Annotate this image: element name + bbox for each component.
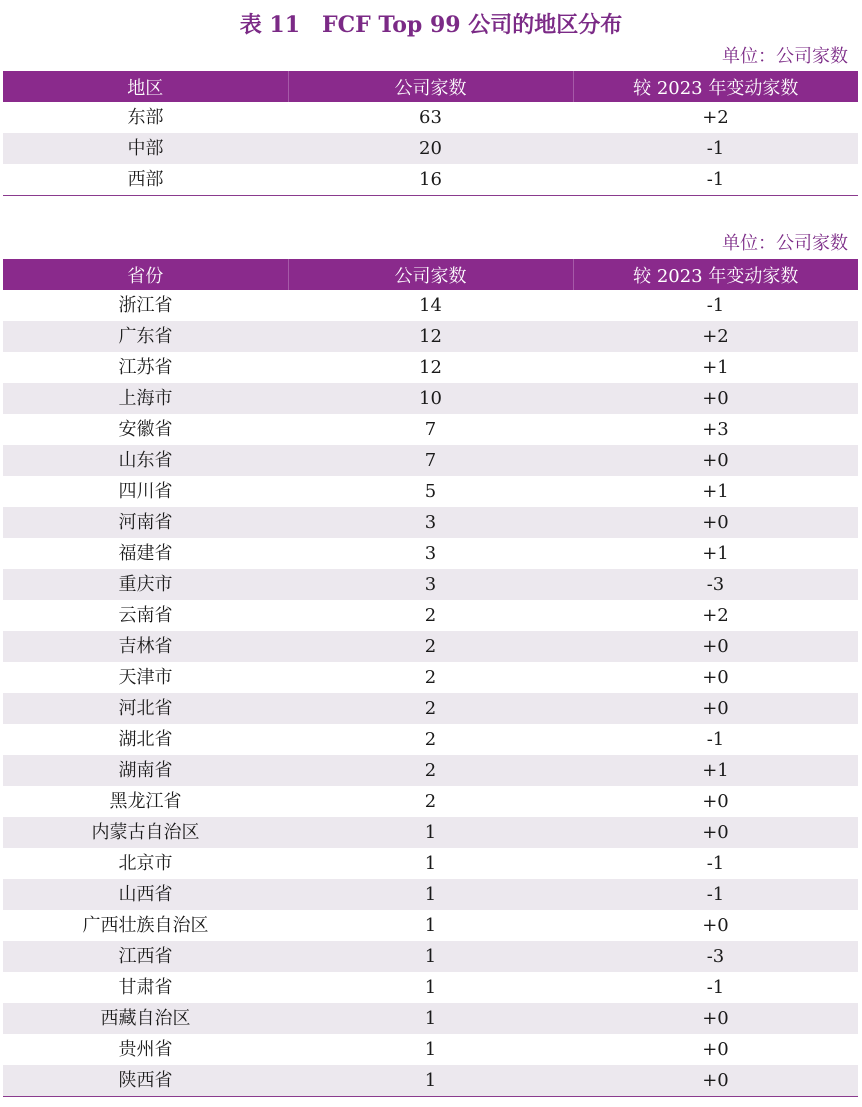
cell-name: 广西壮族自治区 — [3, 910, 288, 941]
header-region: 地区 — [3, 71, 288, 102]
table-row — [3, 538, 858, 569]
cell-change: +1 — [573, 755, 858, 786]
table-row — [3, 164, 858, 196]
table-row — [3, 133, 858, 164]
table-row — [3, 1034, 858, 1065]
table-row — [3, 569, 858, 600]
cell-company-count: 2 — [288, 755, 573, 786]
cell-name: 中部 — [3, 133, 288, 164]
cell-change: +1 — [573, 476, 858, 507]
cell-company-count: 1 — [288, 817, 573, 848]
cell-change: -1 — [573, 133, 858, 164]
cell-name: 山东省 — [3, 445, 288, 476]
header-province: 省份 — [3, 259, 288, 290]
table-row — [3, 817, 858, 848]
table-row — [3, 848, 858, 879]
table-header-row — [3, 71, 858, 102]
cell-name: 广东省 — [3, 321, 288, 352]
cell-change: +0 — [573, 662, 858, 693]
cell-company-count: 1 — [288, 1003, 573, 1034]
cell-name: 江苏省 — [3, 352, 288, 383]
cell-change: +0 — [573, 910, 858, 941]
province-distribution-table — [3, 259, 858, 1097]
cell-company-count: 1 — [288, 910, 573, 941]
unit-label-region: 单位：公司家数 — [722, 46, 848, 67]
table-row — [3, 290, 858, 321]
cell-company-count: 1 — [288, 972, 573, 1003]
cell-change: +0 — [573, 507, 858, 538]
cell-name: 湖南省 — [3, 755, 288, 786]
cell-company-count: 2 — [288, 600, 573, 631]
table-row — [3, 102, 858, 133]
cell-company-count: 3 — [288, 569, 573, 600]
cell-company-count: 1 — [288, 848, 573, 879]
cell-name: 北京市 — [3, 848, 288, 879]
table-row — [3, 910, 858, 941]
cell-change: +0 — [573, 631, 858, 662]
table-row — [3, 600, 858, 631]
cell-name: 吉林省 — [3, 631, 288, 662]
cell-company-count: 1 — [288, 941, 573, 972]
cell-name: 湖北省 — [3, 724, 288, 755]
cell-change: +0 — [573, 383, 858, 414]
cell-company-count: 2 — [288, 786, 573, 817]
header-company-count: 公司家数 — [288, 71, 573, 102]
cell-change: +0 — [573, 786, 858, 817]
cell-company-count: 16 — [288, 164, 573, 196]
table-row — [3, 693, 858, 724]
cell-name: 河北省 — [3, 693, 288, 724]
cell-name: 东部 — [3, 102, 288, 133]
cell-change: +2 — [573, 321, 858, 352]
cell-change: +2 — [573, 102, 858, 133]
cell-change: -1 — [573, 724, 858, 755]
cell-company-count: 2 — [288, 693, 573, 724]
cell-name: 天津市 — [3, 662, 288, 693]
header-change-vs-2023: 较 2023 年变动家数 — [573, 259, 858, 290]
cell-company-count: 10 — [288, 383, 573, 414]
cell-change: -3 — [573, 569, 858, 600]
cell-change: +1 — [573, 352, 858, 383]
cell-change: +0 — [573, 1003, 858, 1034]
cell-change: -1 — [573, 290, 858, 321]
cell-name: 上海市 — [3, 383, 288, 414]
table-row — [3, 383, 858, 414]
unit-label-province: 单位：公司家数 — [722, 233, 848, 254]
cell-name: 黑龙江省 — [3, 786, 288, 817]
cell-name: 西部 — [3, 164, 288, 196]
table-row — [3, 476, 858, 507]
cell-change: +0 — [573, 445, 858, 476]
table-row — [3, 321, 858, 352]
cell-company-count: 2 — [288, 662, 573, 693]
cell-name: 重庆市 — [3, 569, 288, 600]
cell-name: 四川省 — [3, 476, 288, 507]
table-row — [3, 941, 858, 972]
table-row — [3, 786, 858, 817]
table-row — [3, 724, 858, 755]
cell-name: 贵州省 — [3, 1034, 288, 1065]
cell-name: 福建省 — [3, 538, 288, 569]
table-row — [3, 1003, 858, 1034]
table-row — [3, 662, 858, 693]
table-row — [3, 972, 858, 1003]
cell-name: 河南省 — [3, 507, 288, 538]
table-title: 表 11 FCF Top 99 公司的地区分布 — [239, 12, 623, 38]
table-row — [3, 445, 858, 476]
cell-company-count: 5 — [288, 476, 573, 507]
cell-name: 陕西省 — [3, 1065, 288, 1097]
cell-name: 浙江省 — [3, 290, 288, 321]
cell-company-count: 1 — [288, 1034, 573, 1065]
cell-name: 安徽省 — [3, 414, 288, 445]
header-change-vs-2023: 较 2023 年变动家数 — [573, 71, 858, 102]
cell-company-count: 14 — [288, 290, 573, 321]
cell-change: +0 — [573, 693, 858, 724]
cell-name: 山西省 — [3, 879, 288, 910]
table-row — [3, 507, 858, 538]
cell-change: -3 — [573, 941, 858, 972]
cell-change: -1 — [573, 972, 858, 1003]
cell-company-count: 7 — [288, 414, 573, 445]
cell-company-count: 1 — [288, 879, 573, 910]
cell-company-count: 12 — [288, 321, 573, 352]
cell-name: 内蒙古自治区 — [3, 817, 288, 848]
cell-change: +0 — [573, 1065, 858, 1097]
cell-company-count: 3 — [288, 507, 573, 538]
cell-change: +0 — [573, 1034, 858, 1065]
cell-company-count: 3 — [288, 538, 573, 569]
cell-name: 云南省 — [3, 600, 288, 631]
cell-change: -1 — [573, 879, 858, 910]
header-company-count: 公司家数 — [288, 259, 573, 290]
cell-company-count: 12 — [288, 352, 573, 383]
cell-company-count: 2 — [288, 631, 573, 662]
table-row — [3, 1065, 858, 1097]
cell-company-count: 20 — [288, 133, 573, 164]
region-distribution-table — [3, 71, 858, 196]
table-header-row — [3, 259, 858, 290]
cell-company-count: 2 — [288, 724, 573, 755]
cell-change: +3 — [573, 414, 858, 445]
cell-change: -1 — [573, 848, 858, 879]
cell-change: +1 — [573, 538, 858, 569]
table-row — [3, 414, 858, 445]
table-row — [3, 352, 858, 383]
cell-change: +0 — [573, 817, 858, 848]
cell-change: +2 — [573, 600, 858, 631]
table-row — [3, 631, 858, 662]
cell-change: -1 — [573, 164, 858, 196]
cell-company-count: 7 — [288, 445, 573, 476]
cell-name: 西藏自治区 — [3, 1003, 288, 1034]
cell-name: 甘肃省 — [3, 972, 288, 1003]
cell-company-count: 63 — [288, 102, 573, 133]
table-row — [3, 755, 858, 786]
table-row — [3, 879, 858, 910]
cell-company-count: 1 — [288, 1065, 573, 1097]
cell-name: 江西省 — [3, 941, 288, 972]
